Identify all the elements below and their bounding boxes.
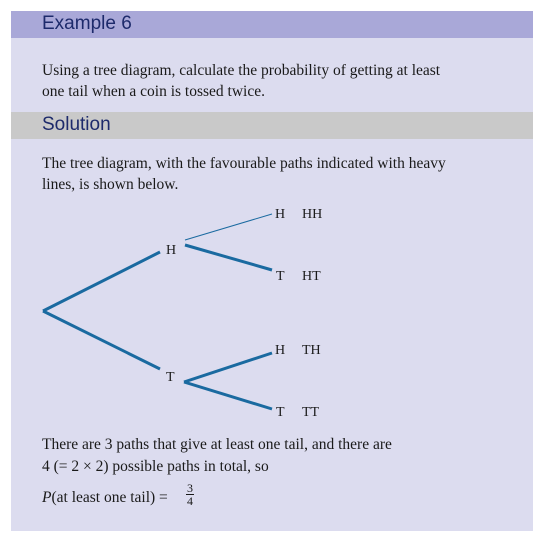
- branch-t-h: [184, 353, 272, 382]
- outcome-th: TH: [302, 343, 321, 358]
- solution-intro-line-1: The tree diagram, with the favourable paths indicated with heavy: [42, 155, 446, 172]
- branch-h-h: [185, 214, 272, 240]
- result-lhs: P(at least one tail) =: [42, 489, 168, 506]
- result-numerator: 3: [187, 481, 193, 495]
- node-tt-second: T: [276, 405, 285, 420]
- node-t: T: [166, 370, 175, 385]
- result-denominator: 4: [187, 494, 193, 508]
- node-ht-second: T: [276, 269, 285, 284]
- node-h: H: [166, 243, 177, 258]
- outcome-ht: HT: [302, 269, 321, 284]
- example-box: [11, 11, 533, 531]
- outcome-tt: TT: [302, 405, 320, 420]
- question-line-1: Using a tree diagram, calculate the probability of getting at least: [42, 62, 441, 79]
- result-fraction: [186, 482, 194, 507]
- conclusion-line-2: 4 (= 2 × 2) possible paths in total, so: [42, 458, 269, 475]
- example-title: Example 6: [42, 13, 132, 34]
- result-equation: [42, 487, 168, 508]
- solution-heading: Solution: [42, 114, 111, 135]
- conclusion-line-1: There are 3 paths that give at least one tail, and there are: [42, 436, 392, 453]
- branch-root-t: [43, 311, 160, 369]
- question-line-2: one tail when a coin is tossed twice.: [42, 83, 265, 100]
- node-hh-second: H: [275, 207, 286, 222]
- branch-root-h: [43, 252, 160, 311]
- outcome-hh: HH: [302, 207, 323, 222]
- solution-intro-line-2: lines, is shown below.: [42, 176, 179, 193]
- branch-t-t: [184, 382, 272, 409]
- node-th-second: H: [275, 343, 286, 358]
- branch-h-t: [185, 245, 272, 270]
